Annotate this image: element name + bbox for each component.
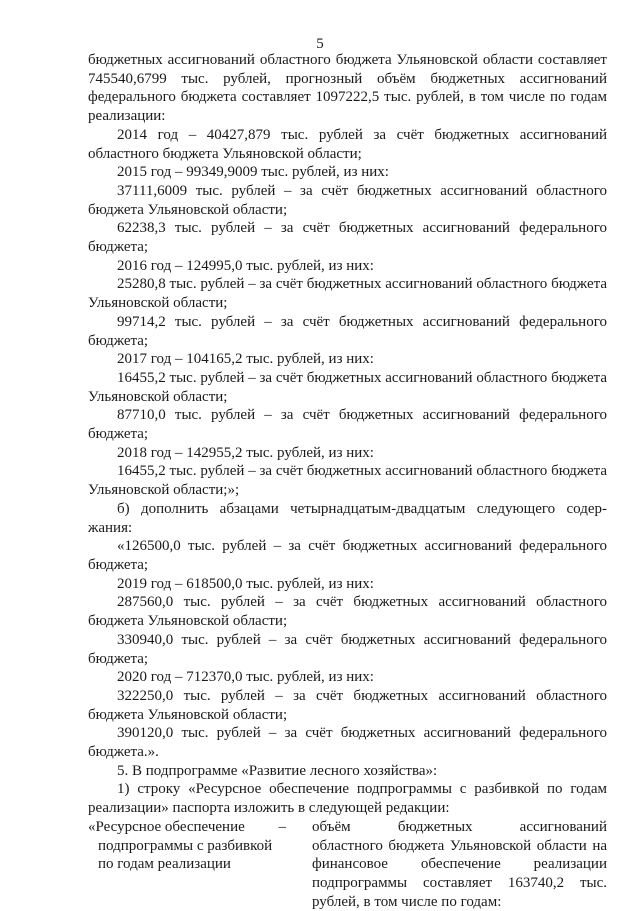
paragraph: 2017 год – 104165,2 тыс. рублей, из них:: [117, 351, 374, 368]
document-body: [88, 51, 607, 911]
paragraph: 390120,0 тыс. рублей – за счёт бюджетных ассигнований федерального бюджета.».: [88, 725, 607, 761]
paragraph: 16455,2 тыс. рублей – за счёт бюджетных ассигнований областного бюджета Ульяновской области;: [88, 369, 607, 405]
page-number: 5: [316, 36, 324, 52]
paragraph: 2015 год – 99349,9009 тыс. рублей, из них:: [117, 164, 389, 181]
paragraph: 2020 год – 712370,0 тыс. рублей, из них:: [117, 669, 374, 686]
table-label-line-2: подпрограммы с разбивкой: [98, 837, 273, 854]
resource-table-value-cell: [286, 818, 607, 911]
paragraph: 99714,2 тыс. рублей – за счёт бюджетных ассигнований федерального бюджета;: [88, 313, 607, 349]
resource-table-row: [88, 818, 607, 911]
table-label-line-3: по годам реализации: [98, 856, 231, 873]
paragraph: 330940,0 тыс. рублей – за счёт бюджетных ассигнований федерального бюджета;: [88, 631, 607, 667]
paragraph: 2018 год – 142955,2 тыс. рублей, из них:: [117, 444, 374, 461]
resource-table-label-cell: [88, 818, 286, 911]
paragraph: 5. В подпрограмме «Развитие лесного хозяйства»:: [117, 762, 438, 779]
paragraph: бюджетных ассигнований областного бюджета Ульяновской области составляет 745540,6799 тыс. рублей, прогнозный объём бюджетных ассигнований федерального бюджета составляет 1097222,5 тыс. рублей, в том числе по годам реализации:: [88, 52, 607, 125]
table-dash: –: [278, 818, 286, 835]
paragraph: «126500,0 тыс. рублей – за счёт бюджетных ассигнований федерального бюджета;: [88, 538, 607, 573]
paragraph: 322250,0 тыс. рублей – за счёт бюджетных ассигнований областного бюджета Ульяновской области;: [88, 687, 607, 723]
paragraph: 16455,2 тыс. рублей – за счёт бюджетных ассигнований областного бюджета Ульяновской области;»;: [88, 463, 607, 499]
paragraph: 37111,6009 тыс. рублей – за счёт бюджетных ассигнований областного бюджета Ульяновской области;: [88, 182, 607, 218]
paragraph: 2016 год – 124995,0 тыс. рублей, из них:: [117, 257, 374, 274]
table-label-line-1: «Ресурсное обеспечение: [88, 818, 245, 835]
table-value-line-1: объём бюджетных ассигнований: [312, 818, 607, 835]
paragraph: 2019 год – 618500,0 тыс. рублей, из них:: [117, 575, 374, 592]
paragraph: 25280,8 тыс. рублей – за счёт бюджетных ассигнований областного бюджета Ульяновской области;: [88, 276, 607, 312]
table-value-rest: областного бюджета Ульяновской области на финансовое обеспечение реализации подпрограммы составляет 163740,2 тыс. рублей, в том числе по годам:: [312, 837, 607, 910]
paragraph-list: [88, 51, 607, 818]
paragraph: 1) строку «Ресурсное обеспечение подпрограммы с разбивкой по годам реализации» паспорта изложить в следующей редакции:: [88, 781, 607, 817]
paragraph: 87710,0 тыс. рублей – за счёт бюджетных ассигнований федерального бюджета;: [88, 407, 607, 443]
paragraph: 2014 год – 40427,879 тыс. рублей за счёт бюджетных ассигнований областного бюджета Ульяновской области;: [88, 126, 607, 162]
paragraph: б) дополнить абзацами четырнадцатым-двадцатым следующего содер-жания:: [88, 500, 607, 536]
paragraph: 287560,0 тыс. рублей – за счёт бюджетных ассигнований областного бюджета Ульяновской области;: [88, 594, 607, 630]
paragraph: 62238,3 тыс. рублей – за счёт бюджетных ассигнований федерального бюджета;: [88, 220, 607, 256]
